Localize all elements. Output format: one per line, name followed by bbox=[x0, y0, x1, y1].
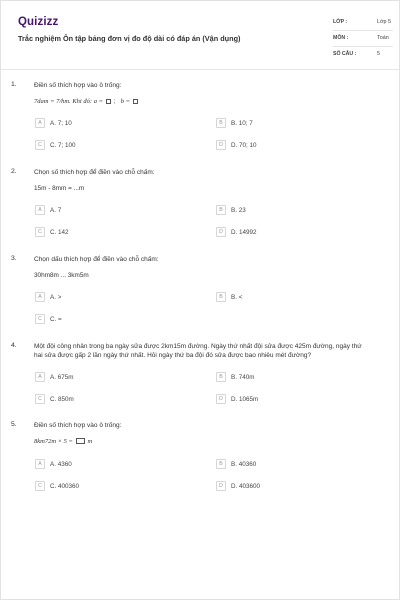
option-letter: D bbox=[216, 140, 226, 150]
option-letter: C bbox=[35, 314, 45, 324]
option-text: D. 403600 bbox=[231, 482, 261, 490]
question-text: Chọn dấu thích hợp để điền vào chỗ chấm: bbox=[34, 256, 159, 263]
question-text: Điền số thích hợp vào ô trống: bbox=[34, 422, 122, 429]
option-letter: D bbox=[216, 394, 226, 404]
worksheet-meta bbox=[333, 15, 393, 63]
question-expression bbox=[34, 438, 92, 445]
meta-label: MÔN : bbox=[333, 35, 349, 41]
question-number: 2. bbox=[11, 168, 17, 175]
var-b: b = bbox=[120, 98, 130, 105]
option-letter: A bbox=[35, 118, 45, 128]
option-letter: B bbox=[216, 372, 226, 382]
question-expression: 30hm8m ... 3km5m bbox=[34, 272, 89, 279]
option-letter: B bbox=[216, 205, 226, 215]
option-text: C. 7; 100 bbox=[50, 141, 76, 149]
answer-box[interactable] bbox=[76, 438, 85, 444]
question-number: 4. bbox=[11, 342, 17, 349]
option-text: A. 7 bbox=[50, 206, 62, 214]
worksheet-header bbox=[11, 11, 391, 61]
meta-row-subject bbox=[333, 31, 393, 47]
expression-text: 7dam = 7/hm. Khi đó: bbox=[34, 98, 93, 105]
option-letter: C bbox=[35, 394, 45, 404]
option-text: B. 10; 7 bbox=[231, 119, 253, 127]
expression-text: 8km72m × 5 = bbox=[34, 438, 73, 445]
answer-box-a[interactable] bbox=[106, 99, 111, 104]
option-text: B. 40360 bbox=[231, 460, 257, 468]
meta-value: Lớp 5 bbox=[377, 19, 392, 25]
option-letter: A bbox=[35, 459, 45, 469]
option-text: A. 7; 10 bbox=[50, 119, 72, 127]
option-text: D. 14992 bbox=[231, 228, 257, 236]
option-letter: A bbox=[35, 205, 45, 215]
meta-row-grade bbox=[333, 15, 393, 31]
option-text: D. 70; 10 bbox=[231, 141, 257, 149]
quizizz-logo: Quizizz bbox=[18, 16, 59, 28]
option-letter: B bbox=[216, 118, 226, 128]
option-letter: D bbox=[216, 227, 226, 237]
question-text: Điền số thích hợp vào ô trống: bbox=[34, 82, 122, 89]
meta-label: SỐ CÂU : bbox=[333, 51, 357, 57]
option-letter: B bbox=[216, 459, 226, 469]
meta-value: 5 bbox=[377, 51, 380, 57]
option-text: C. 142 bbox=[50, 228, 69, 236]
option-text: B. 23 bbox=[231, 206, 246, 214]
option-text: A. 4360 bbox=[50, 460, 72, 468]
var-a: a = bbox=[93, 98, 104, 105]
option-letter: B bbox=[216, 292, 226, 302]
question-number: 3. bbox=[11, 255, 17, 262]
option-letter: A bbox=[35, 372, 45, 382]
question-expression bbox=[34, 98, 139, 105]
question-text: Một đội công nhân trong ba ngày sửa được 2km15m đường. Ngày thứ nhất đội sửa được 425m đường, ngày thứ hai sửa được gấp 2 lần ngày thứ nhất. Hỏi ngày thứ ba đội đó sửa được bao nhiêu mét đường? bbox=[34, 343, 362, 359]
option-text: D. 1065m bbox=[231, 395, 259, 403]
option-text: C. = bbox=[50, 315, 62, 323]
option-text: B. 740m bbox=[231, 373, 255, 381]
header-divider bbox=[1, 69, 400, 70]
option-letter: C bbox=[35, 227, 45, 237]
option-text: A. 675m bbox=[50, 373, 74, 381]
worksheet-title: Trắc nghiệm Ôn tập bảng đơn vị đo độ dài có đáp án (Vận dụng) bbox=[18, 34, 241, 43]
question-expression: 15m - 8mm = ...m bbox=[34, 185, 85, 192]
question-number: 5. bbox=[11, 421, 17, 428]
meta-label: LỚP : bbox=[333, 19, 348, 25]
option-text: A. > bbox=[50, 293, 62, 301]
option-text: B. < bbox=[231, 293, 243, 301]
option-letter: D bbox=[216, 481, 226, 491]
answer-box-b[interactable] bbox=[133, 99, 138, 104]
question-text: Chọn số thích hợp để điền vào chỗ chấm: bbox=[34, 169, 155, 176]
meta-value: Toán bbox=[377, 35, 389, 41]
meta-row-count bbox=[333, 47, 393, 63]
option-letter: C bbox=[35, 481, 45, 491]
unit-text: m bbox=[87, 438, 93, 445]
question-number: 1. bbox=[11, 81, 17, 88]
option-letter: A bbox=[35, 292, 45, 302]
separator: ; bbox=[113, 98, 116, 105]
option-text: C. 400360 bbox=[50, 482, 80, 490]
option-text: C. 850m bbox=[50, 395, 74, 403]
option-letter: C bbox=[35, 140, 45, 150]
